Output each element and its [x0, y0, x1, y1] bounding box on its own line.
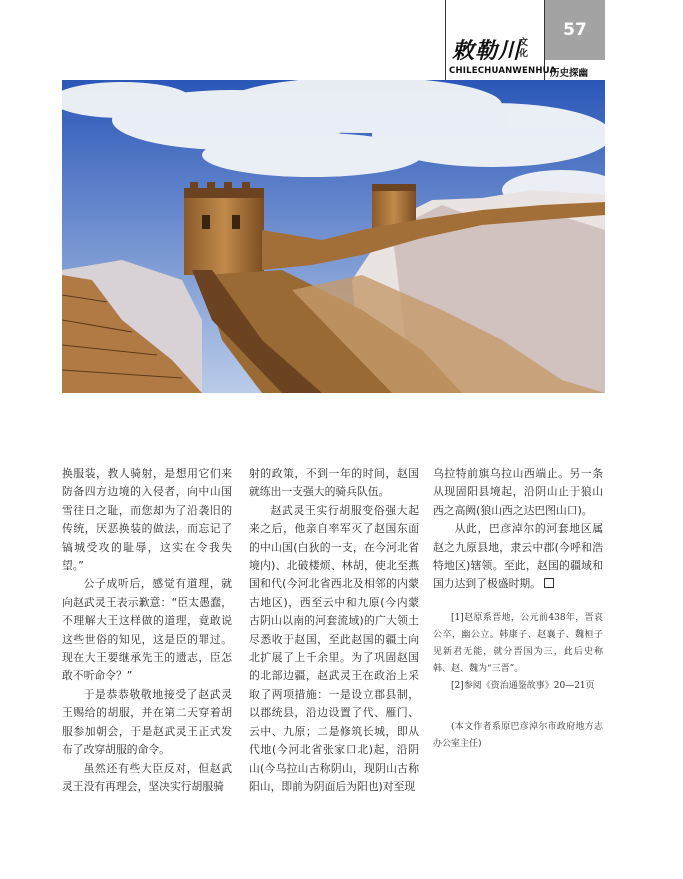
paragraph: 公子成听后，感觉有道理，就向赵武灵王表示歉意：“臣太愚蠢，不理解大王这样做的道理，竟敢说这些世俗的知见，这是臣的罪过。现在大王要继承先王的遗志，臣怎敢不听命令？” [62, 577, 232, 683]
page-number: 57 [545, 0, 605, 60]
text-column-1 [62, 465, 232, 796]
paragraph: 射的政策，不到一年的时间，赵国就练出一支强大的骑兵队伍。 [249, 467, 419, 499]
text-column-2 [249, 465, 419, 796]
great-wall-photo [62, 80, 605, 393]
end-mark-icon [544, 578, 554, 588]
author-note: (本文作者系原巴彦淖尔市政府地方志办公室主任) [433, 721, 603, 749]
paragraph: 于是恭恭敬敬地接受了赵武灵王赐给的胡服，并在第二天穿着胡服参加朝会，于是赵武灵王正式发布了改穿胡服的命令。 [62, 687, 232, 757]
paragraph: 赵武灵王实行胡服变俗强大起来之后，他亲自率军灭了赵国东面的中山国(白狄的一支，在今河北省境内)、北破楼烦、林胡，使北至燕国和代(今河北省西北及相邻的内蒙古地区)，西至云中和九原(今内蒙古阴山以南的河套流域)的广大领土尽悉收于赵国，至此赵国的疆土向北扩展了上千余里。为了巩固赵国的北部边疆，赵武灵王在政治上采取了两项措施：一是设立郡县制，以郡统县，沿边设置了代、雁门、云中、九原；二是修筑长城，即从代地(今河北省张家口北)起，沿阴山(今乌拉山古称阴山，现阴山古称阳山，即前为阴面后为阳也)对至现 [249, 503, 419, 793]
magazine-logo-suffix: 文化 [519, 38, 529, 59]
paragraph: 换服装，教人骑射，是想用它们来防备四方边境的入侵者，向中山国雪往日之耻，而您却为了沿袭旧的传统，厌恶换装的做法，而忘记了镐城受攻的耻辱，这实在令我失望。” [62, 467, 232, 573]
footnotes [433, 610, 603, 695]
footnote-2: [2]参阅《资治通鉴故事》20—21页 [451, 680, 595, 691]
section-label: 历史探幽 [550, 68, 589, 79]
header-left-rule [445, 0, 446, 84]
paragraph: 乌拉特前旗乌拉山西端止。另一条从现固阳县境起，沿阴山止于狼山西之高阙(狼山西之达巴图山口)。 [433, 467, 603, 517]
great-wall-illustration [62, 80, 605, 393]
footnote-1: [1]赵原系晋地，公元前438年，晋哀公卒，幽公立。韩康子、赵襄子、魏桓子见新君无能，就分晋国为三，此后史称韩、赵、魏为“三晋”。 [433, 612, 603, 674]
paragraph-text: 从此，巴彦淖尔的河套地区属赵之九原县地，隶云中郡(今呼和浩特地区)辖领。至此，赵国的疆域和国力达到了极盛时期。 [433, 522, 603, 591]
paragraph-last [433, 520, 603, 594]
paragraph: 虽然还有些大臣反对，但赵武灵王没有再理会，坚决实行胡服骑 [62, 761, 232, 793]
text-column-3 [433, 465, 603, 753]
magazine-logo: 敕勒川 [452, 38, 522, 64]
magazine-logo-pinyin: CHILECHUANWENHUA [449, 66, 557, 76]
watchtower-left [184, 182, 264, 275]
